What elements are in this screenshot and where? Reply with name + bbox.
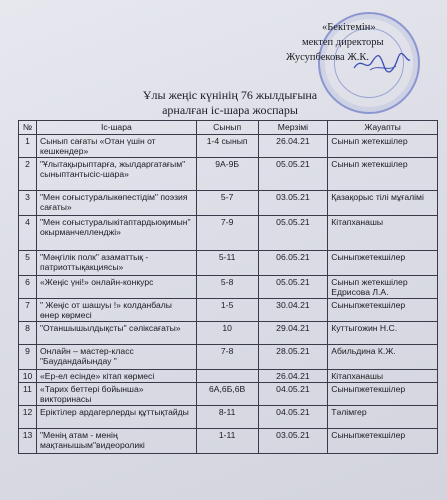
cell-class: 6А,6Б,6В <box>196 383 258 406</box>
table-row <box>19 135 438 158</box>
cell-number: 7 <box>19 299 37 322</box>
cell-class: 7-8 <box>196 345 258 370</box>
cell-date: 05.05.21 <box>258 216 328 251</box>
table-row <box>19 406 438 429</box>
table-row <box>19 276 438 299</box>
cell-date: 29.04.21 <box>258 322 328 345</box>
cell-event: "Менің атам - менің мақтанышым"видеороликі <box>36 429 196 454</box>
cell-event: "Отаншышылдықсты" сәліксағаты» <box>36 322 196 345</box>
cell-event: Сынып сағаты «Отан үшін от кешкендер» <box>36 135 196 158</box>
table-row <box>19 383 438 406</box>
cell-number: 9 <box>19 345 37 370</box>
approval-heading: «Бекітемін» <box>322 22 376 33</box>
cell-class: 10 <box>196 322 258 345</box>
header-event: Іс-шара <box>36 121 196 135</box>
cell-event: «Тарих беттері бойынша» викторинасы <box>36 383 196 406</box>
cell-responsible: Абильдина К.Ж. <box>328 345 438 370</box>
document-title <box>110 88 350 118</box>
title-line-1: Ұлы жеңіс күнінің 76 жылдығына <box>142 88 318 102</box>
approval-block <box>286 20 446 65</box>
cell-responsible: Кітапханашы <box>328 370 438 383</box>
cell-date: 05.05.21 <box>258 276 328 299</box>
table-row <box>19 251 438 276</box>
table-header-row <box>19 121 438 135</box>
cell-responsible: Сынып жетекшілер <box>328 135 438 158</box>
table-row <box>19 429 438 454</box>
header-responsible: Жауапты <box>328 121 438 135</box>
table-row <box>19 158 438 191</box>
cell-number: 5 <box>19 251 37 276</box>
cell-number: 3 <box>19 191 37 216</box>
cell-date: 28.05.21 <box>258 345 328 370</box>
cell-date: 30.04.21 <box>258 299 328 322</box>
cell-responsible: Сынып жетекшілер Едрисова Л.А. <box>328 276 438 299</box>
cell-class <box>196 370 258 383</box>
cell-class: 5-8 <box>196 276 258 299</box>
cell-number: 12 <box>19 406 37 429</box>
cell-event: «Ер-ел есінде» кітап көрмесі <box>36 370 196 383</box>
cell-date: 26.04.21 <box>258 135 328 158</box>
title-line-2: арналған іс-шара жоспары <box>162 103 298 117</box>
cell-number: 1 <box>19 135 37 158</box>
table-row <box>19 299 438 322</box>
table-row <box>19 370 438 383</box>
cell-responsible: Тәлімгер <box>328 406 438 429</box>
cell-class: 5-7 <box>196 191 258 216</box>
cell-number: 6 <box>19 276 37 299</box>
cell-responsible: Қазақорыс тілі мұғалімі <box>328 191 438 216</box>
cell-responsible: Сыныпжетекшілер <box>328 251 438 276</box>
cell-event: Еріктілер ардагерлерды құттықтайды <box>36 406 196 429</box>
cell-date: 03.05.21 <box>258 429 328 454</box>
cell-number: 13 <box>19 429 37 454</box>
cell-responsible: Кітапханашы <box>328 216 438 251</box>
cell-number: 11 <box>19 383 37 406</box>
cell-event: Онлайн – мастер-класс "Баудандайындау " <box>36 345 196 370</box>
event-plan-table <box>18 120 438 454</box>
cell-class: 5-11 <box>196 251 258 276</box>
cell-class: 1-11 <box>196 429 258 454</box>
cell-event: "Мен соғыстуралыкөпестідім" поэзия сағаты» <box>36 191 196 216</box>
approval-name: Жусупбекова Ж.К. <box>286 52 369 63</box>
cell-responsible: Сыныпжетекшілер <box>328 299 438 322</box>
cell-number: 10 <box>19 370 37 383</box>
cell-date: 04.05.21 <box>258 383 328 406</box>
table-row <box>19 345 438 370</box>
header-number: № <box>19 121 37 135</box>
cell-number: 2 <box>19 158 37 191</box>
cell-class: 7-9 <box>196 216 258 251</box>
table-row <box>19 191 438 216</box>
cell-date: 26.04.21 <box>258 370 328 383</box>
cell-responsible: Сыныпжетекшілер <box>328 383 438 406</box>
cell-class: 1-4 сынып <box>196 135 258 158</box>
approval-position: мектеп директоры <box>302 37 384 48</box>
cell-responsible: Сынып жетекшілер <box>328 158 438 191</box>
cell-date: 05.05.21 <box>258 158 328 191</box>
cell-date: 03.05.21 <box>258 191 328 216</box>
cell-event: " Жеңіс от шашуы !» колданбалы өнер көрмесі <box>36 299 196 322</box>
cell-event: "Мен соғыстуралыкітаптардыоқимын" окырманчелленджі» <box>36 216 196 251</box>
cell-event: «Жеңіс үні!» онлайн-конкурс <box>36 276 196 299</box>
cell-event: "Мәңгілік полк" азаматтық - патриоттықакциясы» <box>36 251 196 276</box>
cell-date: 04.05.21 <box>258 406 328 429</box>
cell-date: 06.05.21 <box>258 251 328 276</box>
cell-class: 9А-9Б <box>196 158 258 191</box>
table-row <box>19 322 438 345</box>
cell-number: 4 <box>19 216 37 251</box>
cell-event: "Ұлытақырыптарға, жылдаргатағым" сыныптантысіс-шара» <box>36 158 196 191</box>
cell-responsible: Куттыгожин Н.С. <box>328 322 438 345</box>
table-row <box>19 216 438 251</box>
header-date: Мерзімі <box>258 121 328 135</box>
cell-number: 8 <box>19 322 37 345</box>
header-class: Сынып <box>196 121 258 135</box>
cell-class: 8-11 <box>196 406 258 429</box>
cell-class: 1-5 <box>196 299 258 322</box>
cell-responsible: Сыныпжетекшілер <box>328 429 438 454</box>
